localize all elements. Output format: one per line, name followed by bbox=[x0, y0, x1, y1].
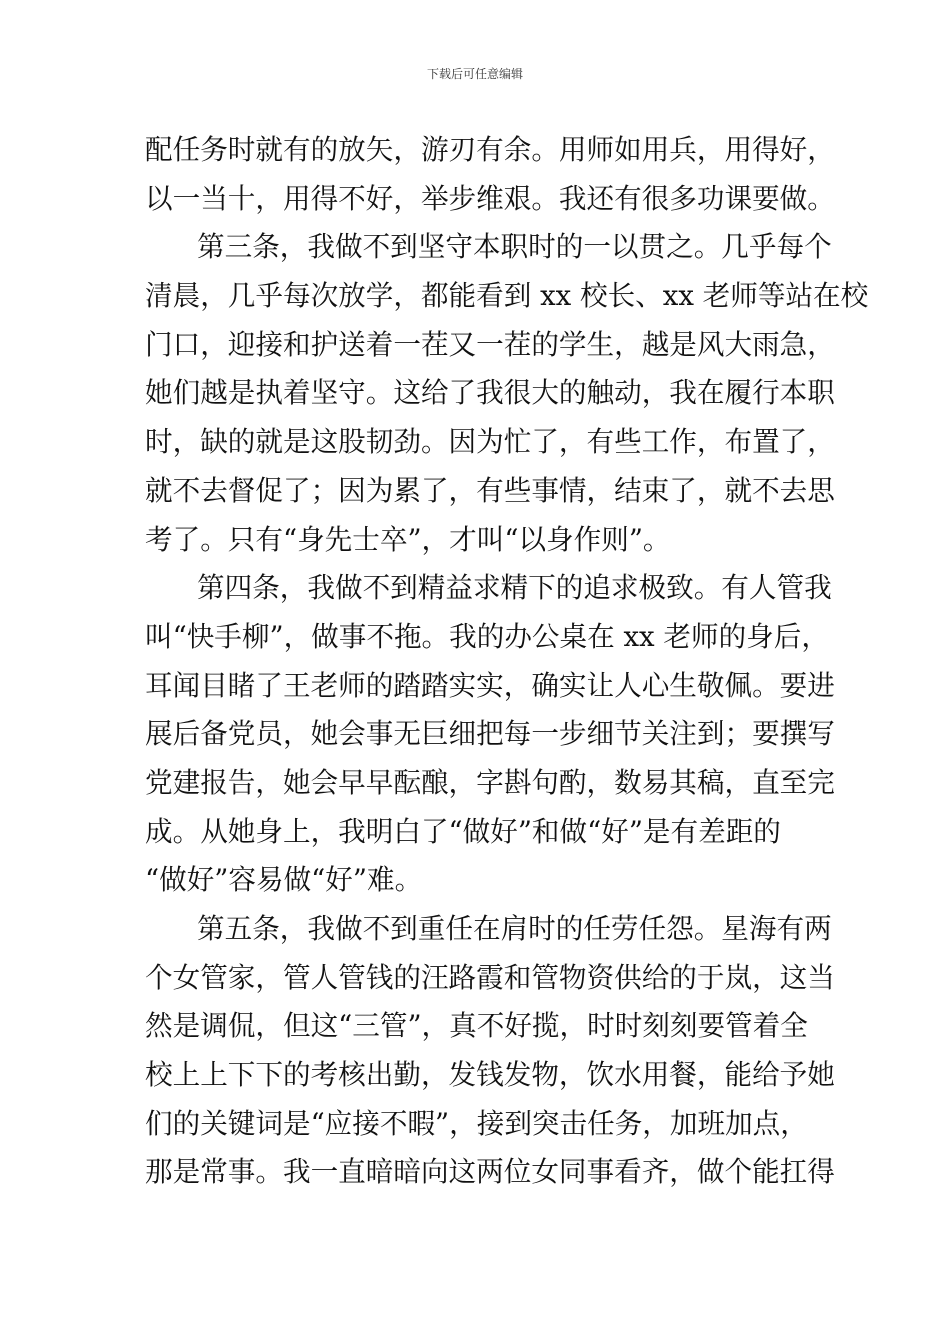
text-line: 以一当十，用得不好，举步维艰。我还有很多功课要做。 bbox=[145, 181, 835, 215]
text-line: “做好”容易做“好”难。 bbox=[145, 863, 423, 897]
text-line: 耳闻目睹了王老师的踏踏实实，确实让人心生敬佩。要进 bbox=[145, 668, 835, 702]
text-line: 她们越是执着坚守。这给了我很大的触动，我在履行本职 bbox=[145, 376, 835, 410]
document-body bbox=[145, 126, 869, 1197]
text-line: 成。从她身上，我明白了“做好”和做“好”是有差距的 bbox=[145, 814, 781, 848]
paragraph-start-line: 第三条，我做不到坚守本职时的一以贯之。几乎每个 bbox=[197, 230, 832, 264]
text-line: 个女管家，管人管钱的汪路霞和管物资供给的于岚，这当 bbox=[145, 960, 835, 994]
page-header: 下载后可任意编辑 bbox=[426, 67, 523, 81]
text-line: 党建报告，她会早早酝酿，字斟句酌，数易其稿，直至完 bbox=[145, 765, 835, 799]
text-line: 校上上下下的考核出勤，发钱发物，饮水用餐，能给予她 bbox=[145, 1058, 835, 1092]
text-line: 考了。只有“身先士卒”，才叫“以身作则”。 bbox=[145, 522, 671, 556]
text-line: 然是调侃，但这“三管”，真不好揽，时时刻刻要管着全 bbox=[145, 1009, 808, 1043]
text-line: 就不去督促了；因为累了，有些事情，结束了，就不去思 bbox=[145, 473, 835, 507]
text-line: 那是常事。我一直暗暗向这两位女同事看齐，做个能扛得 bbox=[145, 1155, 835, 1189]
paragraph-start-line: 第五条，我做不到重任在肩时的任劳任怨。星海有两 bbox=[197, 912, 832, 945]
text-line: 门口，迎接和护送着一茬又一茬的学生，越是风大雨急， bbox=[145, 327, 835, 361]
text-line: 配任务时就有的放矢，游刃有余。用师如用兵，用得好， bbox=[145, 133, 835, 166]
text-line: 展后备党员，她会事无巨细把每一步细节关注到；要撰写 bbox=[145, 717, 835, 751]
text-line: 们的关键词是“应接不暇”，接到突击任务，加班加点， bbox=[145, 1106, 808, 1140]
text-line: 叫“快手柳”，做事不拖。我的办公桌在 xx 老师的身后， bbox=[145, 619, 829, 653]
text-line: 时，缺的就是这股韧劲。因为忙了，有些工作，布置了， bbox=[145, 425, 835, 459]
text-line: 清晨，几乎每次放学，都能看到 xx 校长、xx 老师等站在校 bbox=[145, 279, 869, 313]
paragraph-start-line: 第四条，我做不到精益求精下的追求极致。有人管我 bbox=[197, 571, 832, 605]
